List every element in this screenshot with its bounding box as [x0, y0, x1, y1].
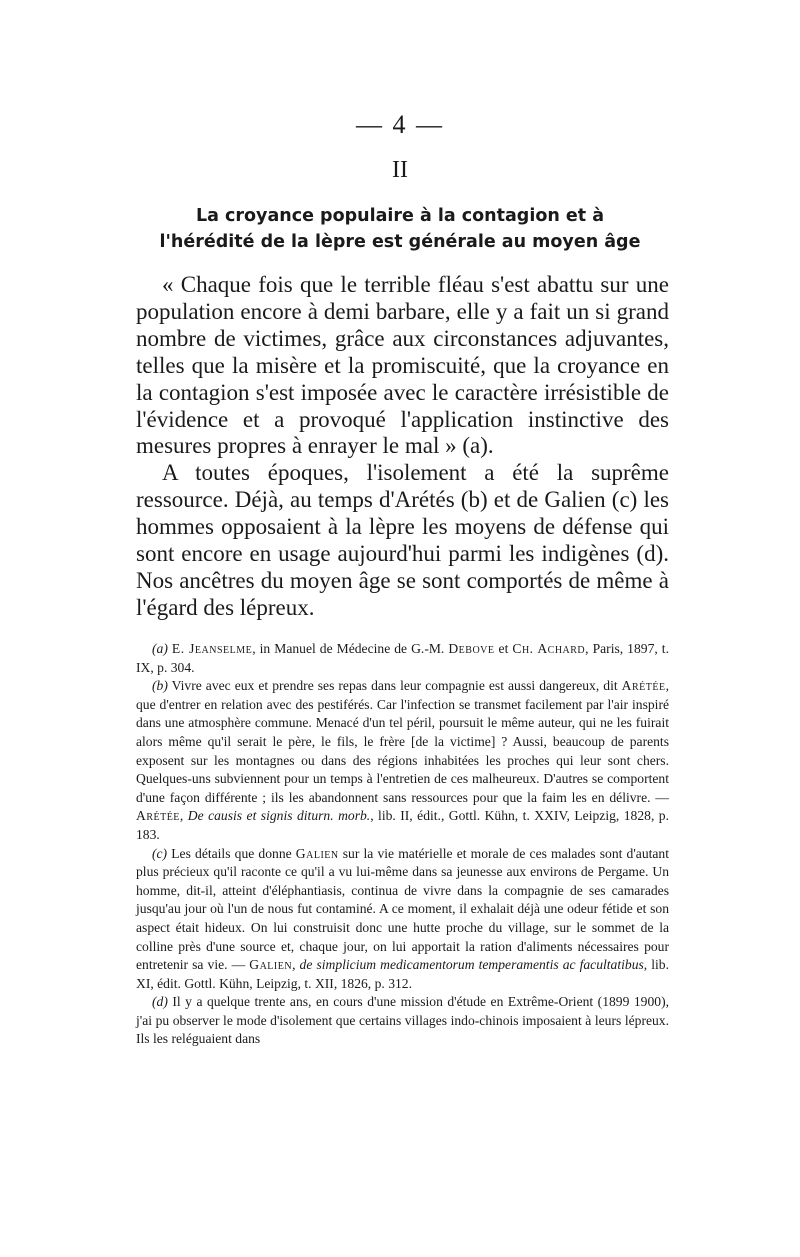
- heading-line-2: l'hérédité de la lèpre est générale au moyen âge: [159, 232, 641, 252]
- footnote-c-author-1: Galien: [295, 845, 339, 861]
- footnote-c-text-3: ,: [292, 957, 300, 973]
- footnote-c-author-2: Galien: [249, 957, 293, 973]
- footnote-d-text-1: Il y a quelque trente ans, en cours d'une mission d'étude en Extrême-Orient (1899 1900), j'ai pu observer le mode d'isolement que certains villages indo-chinois imposaient à leurs lépreux. Ils les reléguaient dans: [136, 994, 669, 1047]
- footnote-a-author-3: Ch. Achard: [512, 641, 586, 656]
- footnote-c-text-4: , lib. XI, édit. Gottl. Kühn, Leipzig, t. XII, 1826, p. 312.: [136, 957, 670, 991]
- main-text: [136, 272, 669, 622]
- section-heading: [136, 203, 664, 255]
- footnote-b-author-1: Arétée: [621, 678, 666, 694]
- footnote-c-marker: (c): [152, 845, 168, 861]
- footnote-a-text-1: , in Manuel de Médecine de G.-M.: [252, 641, 449, 656]
- footnote-d: [136, 993, 669, 1049]
- footnote-d-marker: (d): [152, 994, 168, 1010]
- page-number: — 4 —: [356, 110, 444, 139]
- footnote-a: [136, 640, 669, 677]
- paragraph-1: « Chaque fois que le terrible fléau s'est abattu sur une population encore à demi barbare, elle y a fait un si grand nombre de victimes, grâce aux circonstances adjuvantes, telles que la misère et la promiscuité, que la croyance en la contagion s'est imposée avec le caractère irrésistible de l'évidence et a provoqué l'application instinctive des mesures propres à enrayer le mal » (a).: [136, 272, 669, 459]
- footnote-b-author-2: Arétée: [136, 808, 180, 824]
- footnote-a-text-3: , Paris, 1897, t. IX, p. 304.: [136, 641, 669, 675]
- footnote-b: [136, 677, 669, 844]
- footnote-c-title: de simplicium medicamentorum temperamentis ac facultatibus: [299, 957, 644, 973]
- footnote-b-text-2: , que d'entrer en relation avec des pestiférés. Car l'infection se transmet facilement par l'air inspiré dans une atmosphère commune. Menacé d'un tel péril, poursuit le même auteur, qui ne les fuirait alors même qu'il serait le père, le fils, le frère [de la victime] ? Aussi, beaucoup de parents exposent sur les montagnes ou dans des régions inhabitées les proches qui leur sont chers. Quelques-uns subviennent pour un temps à l'entretien de ces malheureux. D'autres se comportent d'une façon différente ; ils les abandonnent sans ressources pour que la faim les en délivre. —: [136, 678, 669, 805]
- paragraph-2: A toutes époques, l'isolement a été la suprême ressource. Déjà, au temps d'Arétés (b) et de Galien (c) les hommes opposaient à la lèpre les moyens de défense qui sont encore en usage aujourd'hui parmi les indigènes (d). Nos ancêtres du moyen âge se sont comportés de même à l'égard des lépreux.: [136, 460, 669, 620]
- footnote-b-text-4: , lib. II, édit., Gottl. Kühn, t. XXIV, Leipzig, 1828, p. 183.: [136, 808, 669, 842]
- footnote-a-author-2: Debove: [448, 641, 495, 656]
- footnote-a-marker: (a): [152, 641, 168, 656]
- footnote-a-text-2: et: [494, 641, 513, 656]
- footnote-b-title: De causis et signis diturn. morb.: [187, 808, 371, 824]
- footnote-c-text-1: Les détails que donne: [167, 845, 296, 861]
- footnotes: [136, 640, 669, 1049]
- heading-line-1: La croyance populaire à la contagion et à: [195, 206, 605, 226]
- footnote-a-author-1: E. Jeanselme: [171, 641, 253, 656]
- section-number: II: [392, 157, 408, 183]
- footnote-c: [136, 845, 669, 994]
- footnote-b-text-1: Vivre avec eux et prendre ses repas dans leur compagnie est aussi dangereux, dit: [167, 678, 622, 694]
- footnote-b-text-3: ,: [179, 808, 188, 824]
- footnote-b-marker: (b): [152, 678, 168, 694]
- footnote-c-text-2: sur la vie matérielle et morale de ces malades sont d'autant plus précieux qu'il raconte ce qu'il a vu lui-même dans sa jeunesse aux environs de Pergame. Un homme, dit-il, atteint d'éléphantiasis, continua de vivre dans la compagnie de ses camarades jusqu'au jour où l'un de nous fut contaminé. A ce moment, il exhalait déjà une odeur fétide et son aspect était hideux. On lui construisit donc une hutte proche du village, sur le sommet de la colline près d'une source et, chaque jour, on lui apportait la ration d'aliments nécessaires pour entretenir sa vie. —: [136, 845, 670, 973]
